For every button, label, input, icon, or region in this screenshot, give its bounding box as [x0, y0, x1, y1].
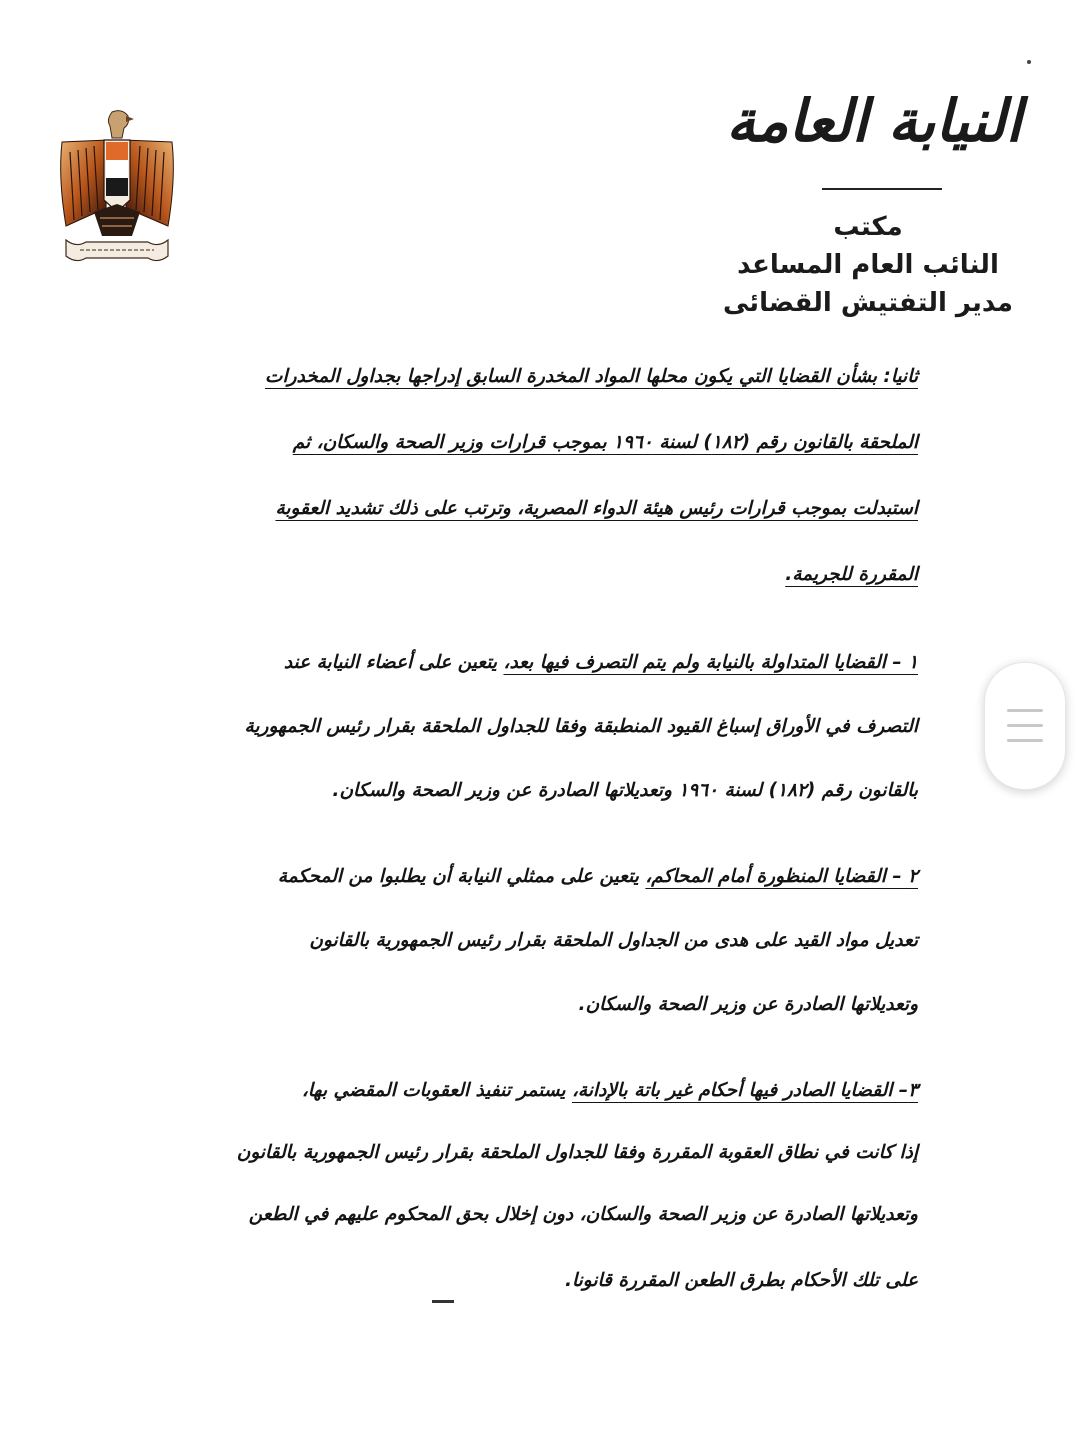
menu-handle-icon	[1007, 724, 1043, 727]
item-heading: ٣– القضايا الصادر فيها أحكام غير باتة بالإدانة،	[571, 1080, 918, 1101]
intro-line: الملحقة بالقانون رقم (١٨٢) لسنة ١٩٦٠ بموجب قرارات وزير الصحة والسكان، ثم	[292, 432, 918, 453]
item-first-line	[182, 652, 918, 673]
office-line: النائب العام المساعد	[737, 250, 999, 280]
office-block	[718, 208, 1018, 322]
item-line: وتعديلاتها الصادرة عن وزير الصحة والسكان، دون إخلال بحق المحكوم عليهم في الطعن	[248, 1204, 918, 1225]
egypt-eagle-emblem-icon	[56, 108, 178, 268]
item-heading: ٢ – القضايا المنظورة أمام المحاكم،	[645, 866, 918, 887]
intro-paragraph	[182, 366, 918, 606]
item-line: تعديل مواد القيد على هدى من الجداول الملحقة بقرار رئيس الجمهورية بالقانون	[309, 930, 918, 951]
intro-line: استبدلت بموجب قرارات رئيس هيئة الدواء المصرية، وترتب على ذلك تشديد العقوبة	[275, 498, 918, 519]
office-line: مدير التفتيش القضائى	[723, 288, 1013, 318]
item-first-rest: يستمر تنفيذ العقوبات المقضي بها،	[301, 1080, 566, 1101]
floating-menu-button[interactable]	[984, 662, 1066, 790]
intro-line: ثانيا: بشأن القضايا التي يكون محلها المواد المخدرة السابق إدراجها بجداول المخدرات	[265, 366, 918, 387]
item-heading: ١ – القضايا المتداولة بالنيابة ولم يتم التصرف فيها بعد،	[503, 652, 918, 673]
item-paragraph-2	[182, 866, 918, 1026]
item-first-rest: يتعين على ممثلي النيابة أن يطلبوا من المحكمة	[277, 866, 639, 887]
menu-handle-icon	[1007, 739, 1043, 742]
intro-line: المقررة للجريمة.	[785, 564, 918, 585]
scan-mark	[432, 1300, 454, 1303]
item-line: وتعديلاتها الصادرة عن وزير الصحة والسكان.	[578, 994, 918, 1015]
item-line: بالقانون رقم (١٨٢) لسنة ١٩٦٠ وتعديلاتها الصادرة عن وزير الصحة والسكان.	[332, 780, 918, 801]
item-paragraph-1	[182, 652, 918, 812]
item-first-rest: يتعين على أعضاء النيابة عند	[283, 652, 498, 673]
item-line: على تلك الأحكام بطرق الطعن المقررة قانونا.	[564, 1270, 918, 1291]
office-line: مكتب	[833, 212, 903, 242]
item-line: التصرف في الأوراق إسباغ القيود المنطبقة وفقا للجداول الملحقة بقرار رئيس الجمهورية	[244, 716, 918, 737]
item-line: إذا كانت في نطاق العقوبة المقررة وفقا للجداول الملحقة بقرار رئيس الجمهورية بالقانون	[236, 1142, 918, 1163]
menu-handle-icon	[1007, 709, 1043, 712]
title-divider	[822, 188, 942, 190]
item-first-line	[182, 866, 918, 887]
item-first-line	[182, 1080, 918, 1101]
scan-mark	[1027, 60, 1031, 64]
organization-title: النيابة العامة	[726, 87, 1022, 155]
item-paragraph-3	[182, 1080, 918, 1310]
